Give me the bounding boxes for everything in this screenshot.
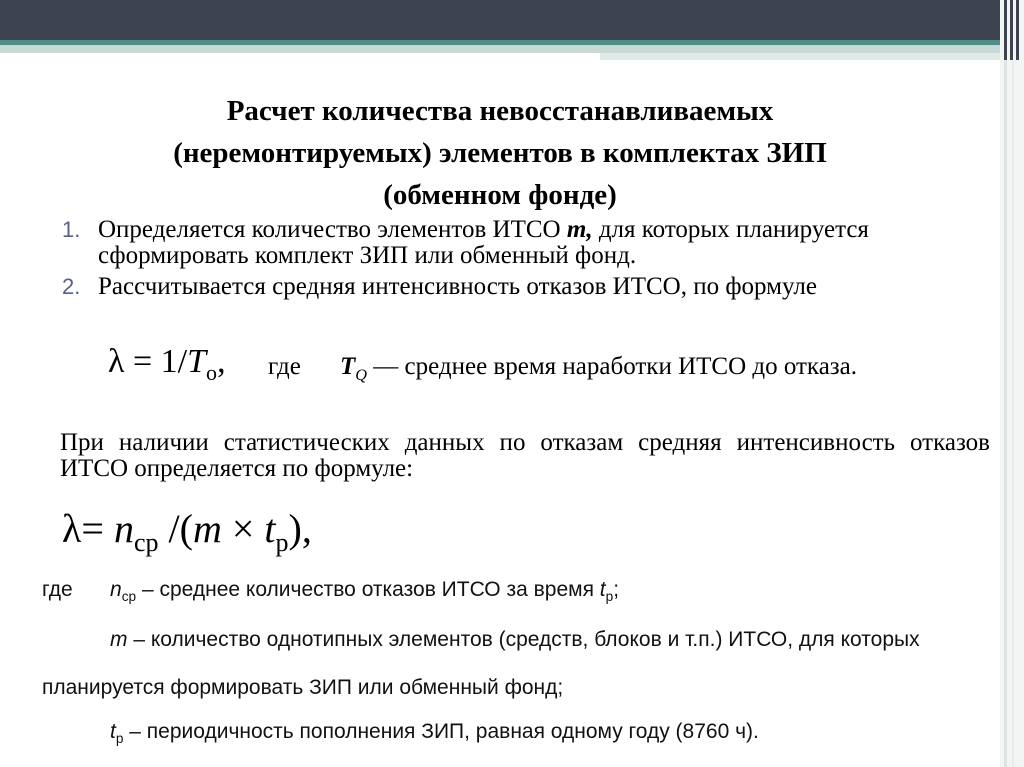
paragraph: При наличии статистических данных по отказам средняя интенсивность отказов ИТСО определяется по формуле:: [60, 429, 990, 482]
formula-sub: р: [275, 528, 289, 557]
formula-part: ×: [221, 506, 265, 551]
formula-part: — среднее время наработки ИТСО до отказа.: [367, 353, 858, 380]
def-text: – среднее количество отказов ИТСО за время: [136, 578, 600, 601]
formula-var: t: [264, 506, 276, 551]
text-part: для которых планируется: [592, 216, 869, 243]
def-text: – количество однотипных элементов (средств, блоков и т.п.) ИТСО, для которых: [127, 628, 920, 651]
formula-part: λ = 1/: [108, 343, 188, 380]
title-line: Расчет количества невосстанавливаемых: [226, 95, 774, 127]
definition-m: [110, 628, 920, 652]
header-bar: [0, 0, 1000, 40]
formula-sub: Q: [355, 366, 368, 384]
formula-part: λ=: [62, 506, 114, 551]
list-text: [98, 217, 998, 269]
formula-var: T: [340, 353, 356, 380]
formula-var: T: [187, 343, 207, 380]
definition-t: [110, 720, 759, 746]
def-var: n: [110, 578, 122, 601]
def-var: t: [599, 578, 606, 601]
math-var: m,: [566, 216, 593, 243]
definition-n: [110, 578, 619, 604]
formula-lambda-1: [108, 343, 226, 386]
formula-var: m: [192, 506, 222, 551]
formula-where: где: [268, 353, 301, 380]
right-deco-line: [1016, 0, 1019, 60]
title-line: (обменном фонде): [383, 179, 617, 211]
list-number: 1.: [62, 217, 81, 242]
right-deco-line: [1012, 60, 1014, 767]
list-text: Рассчитывается средняя интенсивность отказов ИТСО, по формуле: [98, 273, 817, 300]
def-text: ;: [613, 578, 620, 601]
header-stripe-light: [0, 45, 1000, 53]
title-line: (неремонтируемых) элементов в комплектах ЗИП: [173, 137, 827, 169]
formula-sub: o: [206, 359, 218, 385]
right-deco-line: [1010, 0, 1013, 60]
def-text: – периодичность пополнения ЗИП, равная одному году (8760 ч).: [123, 720, 759, 743]
def-var: m: [110, 628, 128, 651]
text-part: сформировать комплект ЗИП или обменный фонд.: [98, 242, 637, 269]
text-part: Определяется количество элементов ИТСО: [98, 216, 567, 243]
formula-part: /(: [158, 506, 193, 551]
formula-definition: [340, 353, 857, 385]
right-deco-line: [1004, 60, 1007, 767]
right-deco-line: [1004, 0, 1007, 60]
formula-sub: ср: [133, 528, 159, 557]
header-stripe-pale: [600, 53, 1000, 60]
formula-lambda-2: [62, 505, 312, 558]
formula-part: ),: [288, 506, 312, 551]
def-sub: р: [605, 589, 614, 605]
formula-part: ,: [217, 343, 226, 380]
slide-title: [60, 90, 940, 216]
definition-m-continued: планируется формировать ЗИП или обменный фонд;: [42, 676, 564, 699]
def-var: t: [110, 720, 116, 743]
def-sub: ср: [121, 589, 137, 605]
list-number: 2.: [62, 274, 81, 299]
definitions-where: где: [42, 578, 73, 601]
formula-var: n: [113, 506, 134, 551]
def-sub: р: [115, 731, 124, 747]
